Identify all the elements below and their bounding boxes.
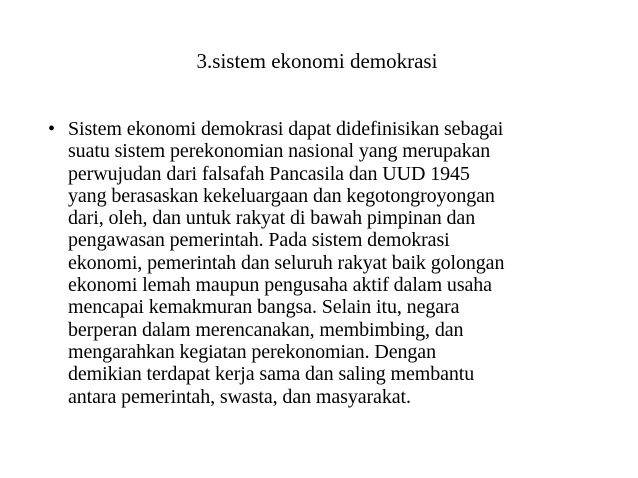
- paragraph-line: Sistem ekonomi demokrasi dapat didefinisikan sebagai: [68, 118, 504, 140]
- paragraph-line: mencapai kemakmuran bangsa. Selain itu, negara: [68, 296, 460, 319]
- slide-title: [0, 48, 638, 74]
- bullet-icon: •: [48, 118, 56, 140]
- paragraph-line: berperan dalam merencanakan, membimbing, dan: [68, 318, 464, 341]
- paragraph-line: mengarahkan kegiatan perekonomian. Dengan: [68, 340, 436, 363]
- slide-title-text: 3.sistem ekonomi demokrasi: [196, 49, 438, 73]
- paragraph-line: antara pemerintah, swasta, dan masyarakat.: [68, 385, 411, 408]
- paragraph-line: pengawasan pemerintah. Pada sistem demokrasi: [68, 229, 450, 252]
- paragraph-line: ekonomi, pemerintah dan seluruh rakyat baik golongan: [68, 251, 505, 274]
- paragraph-line: demikian terdapat kerja sama dan saling membantu: [68, 363, 475, 386]
- paragraph-line: dari, oleh, dan untuk rakyat di bawah pimpinan dan: [68, 207, 476, 230]
- paragraph-line: suatu sistem perekonomian nasional yang merupakan: [68, 140, 491, 163]
- paragraph-line: perwujudan dari falsafah Pancasila dan UUD 1945: [68, 162, 470, 185]
- paragraph-line: yang berasaskan kekeluargaan dan kegotongroyongan: [68, 184, 495, 207]
- paragraph-line: ekonomi lemah maupun pengusaha aktif dalam usaha: [68, 274, 492, 297]
- bullet-paragraph: [48, 118, 608, 408]
